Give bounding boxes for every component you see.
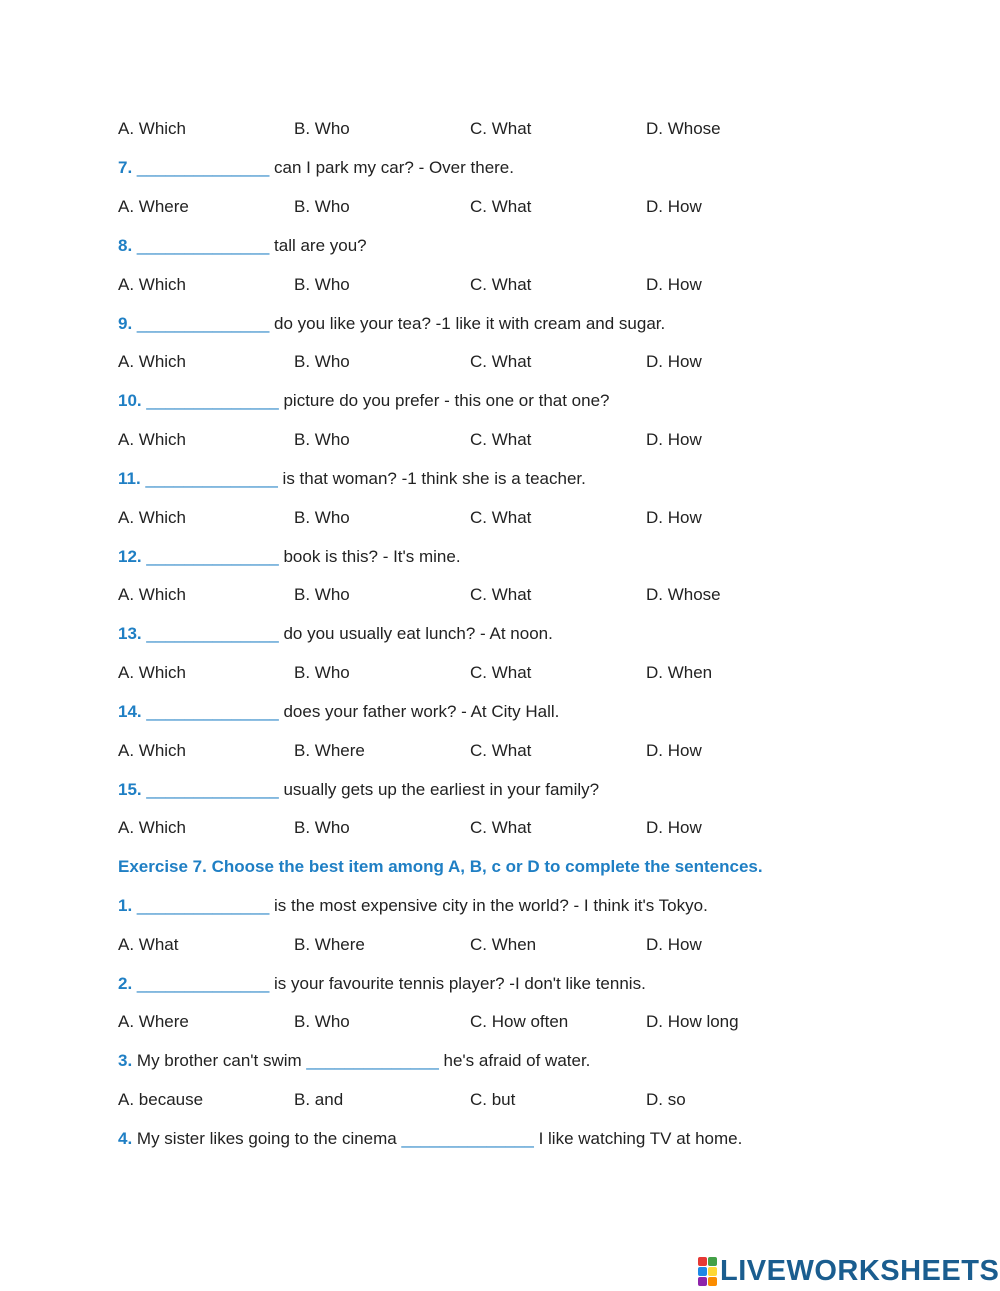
question-text: tall are you? [269,236,367,255]
option-b[interactable]: B. Who [294,352,350,371]
option-a[interactable]: A. because [118,1090,204,1109]
option-a[interactable]: A. Which [118,508,187,527]
option-d[interactable]: D. How [646,741,702,760]
liveworksheets-logo[interactable] [698,1256,999,1286]
option-c[interactable]: C. What [470,508,532,527]
question-text: picture do you prefer - this one or that one? [278,391,610,410]
option-a[interactable]: A. Where [118,1012,189,1031]
option-d[interactable]: D. How [646,818,702,837]
option-b[interactable]: B. Who [294,818,350,837]
option-a[interactable]: A. Which [118,352,187,371]
option-b[interactable]: B. Who [294,275,350,294]
question-8 [118,234,367,258]
option-a[interactable]: A. What [118,935,179,954]
option-c[interactable]: C. What [470,430,532,449]
option-c[interactable]: C. What [470,119,532,138]
answer-blank[interactable]: ______________ [146,702,279,721]
question-13 [118,622,553,646]
option-b[interactable]: B. Who [294,508,350,527]
ex7-question-3 [118,1049,590,1073]
logo-block [708,1277,717,1286]
option-c[interactable]: C. What [470,741,532,760]
option-c[interactable]: C. What [470,663,532,682]
question-number: 8. [118,236,133,255]
question-text: book is this? - It's mine. [278,547,461,566]
question-15 [118,778,599,802]
option-a[interactable]: A. Which [118,430,187,449]
option-c[interactable]: C. What [470,197,532,216]
option-d[interactable]: D. When [646,663,713,682]
question-number: 1. [118,896,133,915]
answer-blank[interactable]: ______________ [146,547,279,566]
option-c[interactable]: C. but [470,1090,516,1109]
question-text-after: he's afraid of water. [438,1051,591,1070]
question-text: is that woman? -1 think she is a teacher. [277,469,586,488]
option-a[interactable]: A. Which [118,119,187,138]
question-number: 3. [118,1051,133,1070]
answer-blank[interactable]: ______________ [146,780,279,799]
logo-blocks-icon [698,1257,717,1286]
answer-blank[interactable]: ______________ [145,469,278,488]
question-number: 10. [118,391,142,410]
option-a[interactable]: A. Where [118,197,189,216]
logo-block [698,1257,707,1266]
option-d[interactable]: D. How [646,430,702,449]
option-d[interactable]: D. How [646,935,702,954]
question-12 [118,545,461,569]
question-text: is your favourite tennis player? -I don't like tennis. [269,974,646,993]
question-10 [118,389,610,413]
ex7-question-2 [118,972,646,996]
option-c[interactable]: C. What [470,275,532,294]
answer-blank[interactable]: ______________ [401,1129,534,1148]
logo-block [698,1267,707,1276]
logo-block [708,1257,717,1266]
logo-block [698,1277,707,1286]
exercise-7-heading: Exercise 7. Choose the best item among A, B, c or D to complete the sentences. [118,857,763,876]
option-b[interactable]: B. Who [294,1012,350,1031]
option-c[interactable]: C. When [470,935,537,954]
logo-block [708,1267,717,1276]
question-text: do you like your tea? -1 like it with cream and sugar. [269,314,666,333]
answer-blank[interactable]: ______________ [306,1051,439,1070]
ex7-question-1 [118,894,708,918]
question-text-before: My brother can't swim [132,1051,307,1070]
question-number: 7. [118,158,133,177]
question-11 [118,467,586,491]
answer-blank[interactable]: ______________ [136,158,270,177]
option-d[interactable]: D. How [646,508,702,527]
question-number: 11. [118,469,141,488]
answer-blank[interactable]: ______________ [146,391,279,410]
question-number: 14. [118,702,142,721]
question-number: 4. [118,1129,133,1148]
option-d[interactable]: D. so [646,1090,686,1109]
option-d[interactable]: D. How [646,352,702,371]
question-number: 15. [118,780,142,799]
option-d[interactable]: D. How [646,275,702,294]
question-9 [118,312,665,336]
question-number: 12. [118,547,142,566]
option-b[interactable]: B. Where [294,741,365,760]
option-d[interactable]: D. Whose [646,119,721,138]
answer-blank[interactable]: ______________ [136,314,270,333]
option-a[interactable]: A. Which [118,741,187,760]
option-b[interactable]: B. Who [294,585,350,604]
option-c[interactable]: C. How often [470,1012,569,1031]
option-d[interactable]: D. How [646,197,702,216]
question-text-before: My sister likes going to the cinema [132,1129,402,1148]
answer-blank[interactable]: ______________ [146,624,279,643]
option-b[interactable]: B. Who [294,119,350,138]
option-c[interactable]: C. What [470,585,532,604]
answer-blank[interactable]: ______________ [136,896,270,915]
option-c[interactable]: C. What [470,352,532,371]
answer-blank[interactable]: ______________ [136,974,270,993]
question-number: 2. [118,974,133,993]
question-text: usually gets up the earliest in your family? [278,780,600,799]
question-text: do you usually eat lunch? - At noon. [278,624,553,643]
question-text: is the most expensive city in the world? - I think it's Tokyo. [269,896,708,915]
question-number: 13. [118,624,142,643]
option-b[interactable]: B. Who [294,197,350,216]
question-14 [118,700,559,724]
question-text: can I park my car? - Over there. [269,158,514,177]
question-text: does your father work? - At City Hall. [278,702,560,721]
option-b[interactable]: B. Who [294,430,350,449]
question-7 [118,156,514,180]
option-a[interactable]: A. Which [118,275,187,294]
option-a[interactable]: A. Which [118,663,187,682]
option-a[interactable]: A. Which [118,585,187,604]
option-d[interactable]: D. How long [646,1012,739,1031]
option-b[interactable]: B. and [294,1090,344,1109]
option-d[interactable]: D. Whose [646,585,721,604]
option-b[interactable]: B. Where [294,935,365,954]
option-c[interactable]: C. What [470,818,532,837]
option-a[interactable]: A. Which [118,818,187,837]
ex7-question-4 [118,1127,742,1151]
answer-blank[interactable]: ______________ [136,236,270,255]
question-number: 9. [118,314,133,333]
question-text-after: I like watching TV at home. [533,1129,743,1148]
logo-text: LIVEWORKSHEETS [720,1254,1000,1287]
option-b[interactable]: B. Who [294,663,350,682]
